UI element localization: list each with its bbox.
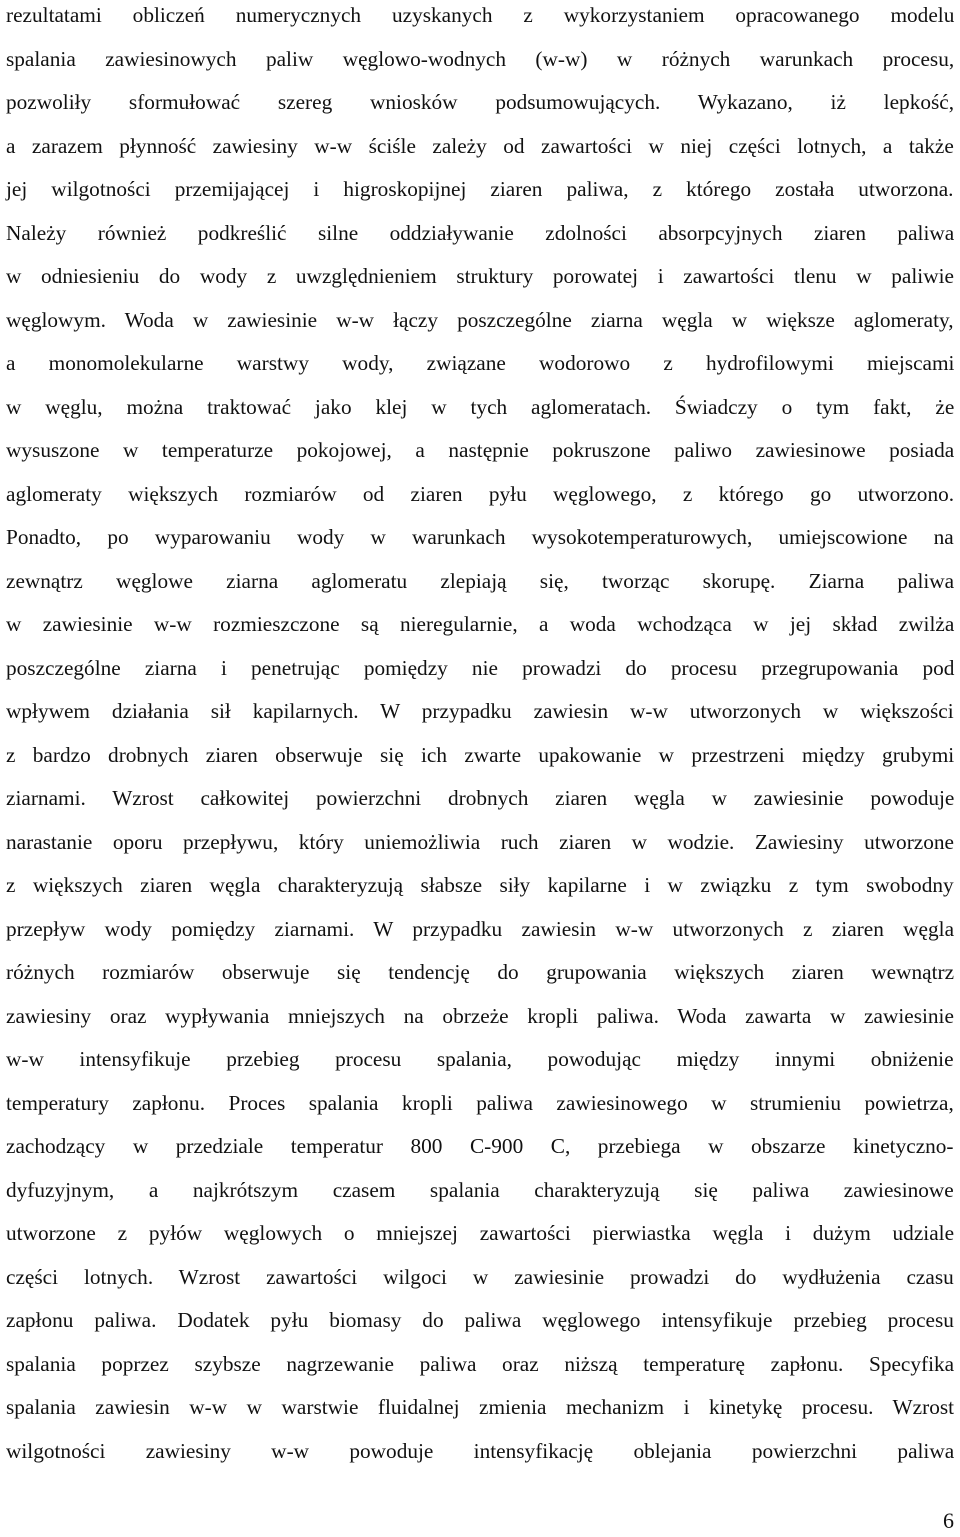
text-line: temperatury zapłonu. Proces spalania kropli paliwa zawiesinowego w strumieniu powietrza,	[6, 1090, 954, 1115]
text-line: jej wilgotności przemijającej i higroskopijnej ziaren paliwa, z którego została utworzona.	[6, 177, 954, 201]
text-line: z większych ziaren węgla charakteryzują słabsze siły kapilarne i w związku z tym swobodny	[6, 873, 954, 897]
text-line: Należy również podkreślić silne oddziaływanie zdolności absorpcyjnych ziaren paliwa	[6, 220, 955, 245]
text-line: spalania poprzez szybsze nagrzewanie paliwa oraz niższą temperaturę zapłonu. Specyfika	[6, 1351, 955, 1376]
text-line: zapłonu paliwa. Dodatek pyłu biomasy do paliwa węglowego intensyfikuje przebieg procesu	[6, 1308, 954, 1332]
text-line: rezultatami obliczeń numerycznych uzyskanych z wykorzystaniem opracowanego modelu	[6, 3, 955, 27]
text-line: a monomolekularne warstwy wody, związane wodorowo z hydrofilowymi miejscami	[6, 351, 955, 375]
text-line: pozwoliły sformułować szereg wniosków podsumowujących. Wykazano, iż lepkość,	[6, 90, 955, 114]
text-line: przepływ wody pomiędzy ziarnami. W przypadku zawiesin w-w utworzonych z ziaren węgla	[6, 916, 955, 941]
text-line: utworzone z pyłów węglowych o mniejszej zawartości pierwiastka węgla i dużym udziale	[6, 1221, 955, 1245]
text-line: zawiesiny oraz wypływania mniejszych na obrzeże kropli paliwa. Woda zawarta w zawiesinie	[6, 1003, 954, 1028]
page-number: 6	[943, 1508, 954, 1533]
text-line: dyfuzyjnym, a najkrótszym czasem spalania charakteryzują się paliwa zawiesinowe	[6, 1177, 954, 1202]
text-line: ziarnami. Wzrost całkowitej powierzchni drobnych ziaren węgla w zawiesinie powoduje	[6, 786, 955, 810]
text-line: wilgotności zawiesiny w-w powoduje intensyfikację oblejania powierzchni paliwa	[6, 1438, 955, 1463]
text-line: w zawiesinie w-w rozmieszczone są nieregularnie, a woda wchodząca w jej skład zwilża	[6, 612, 955, 636]
text-line: a zarazem płynność zawiesiny w-w ściśle zależy od zawartości w niej części lotnych, a także	[6, 133, 954, 158]
text-line: spalania zawiesinowych paliw węglowo-wodnych (w-w) w różnych warunkach procesu,	[6, 46, 955, 71]
text-line: zachodzący w przedziale temperatur 800 C-900 C, przebiega w obszarze kinetyczno-	[6, 1134, 954, 1158]
text-line: wpływem działania sił kapilarnych. W przypadku zawiesin w-w utworzonych w większości	[6, 699, 954, 723]
text-line: w węglu, można traktować jako klej w tych aglomeratach. Świadczy o tym fakt, że	[6, 394, 955, 419]
text-line: z bardzo drobnych ziaren obserwuje się ich zwarte upakowanie w przestrzeni między grubymi	[6, 742, 955, 767]
text-line: węglowym. Woda w zawiesinie w-w łączy poszczególne ziarna węgla w większe aglomeraty,	[6, 307, 954, 332]
text-line: w odniesieniu do wody z uwzględnieniem struktury porowatej i zawartości tlenu w paliwie	[6, 264, 954, 288]
text-line: zewnątrz węglowe ziarna aglomeratu zlepiają się, tworząc skorupę. Ziarna paliwa	[6, 568, 955, 593]
text-line: spalania zawiesin w-w w warstwie fluidalnej zmienia mechanizm i kinetykę procesu. Wzrost	[6, 1395, 955, 1419]
text-line: poszczególne ziarna i penetrując pomiędzy nie prowadzi do procesu przegrupowania pod	[6, 655, 955, 680]
text-line: aglomeraty większych rozmiarów od ziaren pyłu węglowego, z którego go utworzono.	[6, 481, 955, 506]
text-line: Ponadto, po wyparowaniu wody w warunkach wysokotemperaturowych, umiejscowione na	[6, 525, 954, 549]
text-line: różnych rozmiarów obserwuje się tendencję do grupowania większych ziaren wewnątrz	[6, 960, 955, 984]
text-line: wysuszone w temperaturze pokojowej, a następnie pokruszone paliwo zawiesinowe posiada	[6, 438, 955, 462]
body-paragraph	[6, 0, 954, 1473]
text-line: w-w intensyfikuje przebieg procesu spalania, powodując między innymi obniżenie	[6, 1047, 954, 1071]
text-line: narastanie oporu przepływu, który uniemożliwia ruch ziaren w wodzie. Zawiesiny utworzone	[6, 829, 954, 854]
text-line: części lotnych. Wzrost zawartości wilgoci w zawiesinie prowadzi do wydłużenia czasu	[6, 1264, 954, 1289]
